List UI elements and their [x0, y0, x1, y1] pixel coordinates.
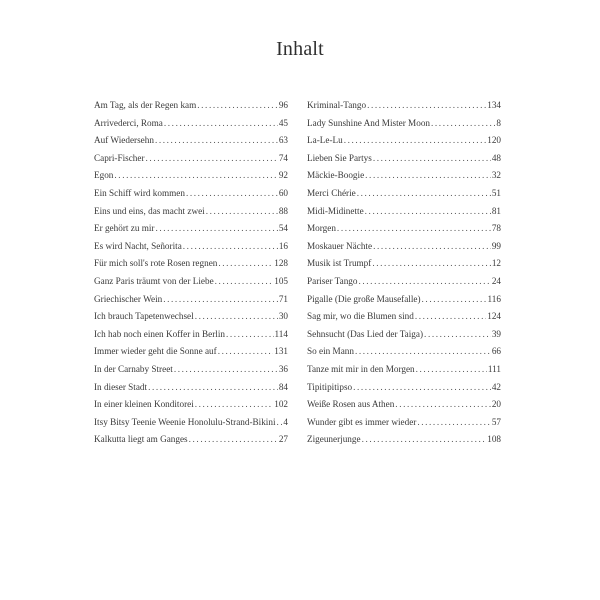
dot-leader [395, 396, 491, 414]
toc-entry [94, 132, 288, 150]
toc-entry-title: Immer wieder geht die Sonne auf [94, 346, 217, 357]
toc-entry-title: Kalkutta liegt am Ganges [94, 434, 188, 445]
toc-entry-title: Sag mir, wo die Blumen sind [307, 311, 414, 322]
toc-column-left [94, 97, 288, 449]
toc-entry-page: 12 [491, 258, 501, 269]
dot-leader [431, 115, 495, 133]
toc-entry-title: Lady Sunshine And Mister Moon [307, 117, 431, 128]
toc-entry-title: Lieben Sie Partys [307, 152, 372, 163]
toc-entry-page: 114 [274, 328, 288, 339]
dot-leader [337, 220, 491, 238]
toc-entry [94, 255, 288, 273]
toc-column-right [307, 97, 501, 449]
toc-entry [307, 326, 501, 344]
toc-entry-title: Ganz Paris träumt von der Liebe [94, 275, 214, 286]
toc-entry [94, 220, 288, 238]
dot-leader [424, 326, 491, 344]
toc-entry-title: Ich brauch Tapetenwechsel [94, 311, 194, 322]
dot-leader [365, 203, 491, 221]
dot-leader [206, 203, 278, 221]
toc-entry-page: 108 [487, 434, 501, 445]
toc-entry-title: Arrivederci, Roma [94, 117, 163, 128]
dot-leader [372, 255, 490, 273]
toc-entry-title: Für mich soll's rote Rosen regnen [94, 258, 218, 269]
dot-leader [186, 185, 278, 203]
toc-entry-page: 4 [283, 416, 288, 427]
toc-entry-page: 42 [491, 381, 501, 392]
toc-entry-page: 128 [274, 258, 288, 269]
toc-entry [307, 343, 501, 361]
toc-entry-page: 96 [278, 100, 288, 110]
toc-entry [94, 167, 288, 185]
toc-entry-page: 78 [491, 223, 501, 234]
toc-entry-title: Es wird Nacht, Señorita [94, 240, 182, 251]
toc-entry-page: 36 [278, 363, 288, 374]
toc-entry [307, 238, 501, 256]
toc-entry [307, 220, 501, 238]
dot-leader [218, 255, 273, 273]
dot-leader [373, 150, 491, 168]
toc-entry-title: Egon [94, 170, 114, 181]
toc-entry [94, 431, 288, 449]
dot-leader [357, 185, 491, 203]
toc-entry-page: 27 [278, 434, 288, 445]
toc-entry-title: Itsy Bitsy Teenie Weenie Honolulu-Strand-Bikini [94, 416, 276, 427]
toc-entry [307, 132, 501, 150]
dot-leader [362, 431, 487, 449]
dot-leader [148, 379, 278, 397]
toc-entry [307, 361, 501, 379]
dot-leader [195, 396, 273, 414]
toc-entry-title: Weiße Rosen aus Athen [307, 399, 395, 410]
toc-entry [307, 291, 501, 309]
toc-entry-page: 102 [274, 399, 288, 410]
toc-entry-page: 84 [278, 381, 288, 392]
toc-entry-page: 57 [491, 416, 501, 427]
toc-entry-page: 71 [278, 293, 288, 304]
toc-entry-title: Midi-Midinette [307, 205, 364, 216]
toc-entry-page: 81 [491, 205, 501, 216]
toc-entry [307, 431, 501, 449]
toc-entry-title: Ein Schiff wird kommen [94, 187, 185, 198]
toc-entry-title: Mäckie-Boogie [307, 170, 365, 181]
toc-entry-page: 92 [278, 170, 288, 181]
toc-entry-title: So ein Mann [307, 346, 354, 357]
toc-entry [307, 185, 501, 203]
toc-entry [94, 414, 288, 432]
dot-leader [355, 343, 491, 361]
dot-leader [189, 431, 278, 449]
toc-entry-title: Kriminal-Tango [307, 100, 367, 110]
toc-entry-page: 16 [278, 240, 288, 251]
toc-entry [307, 115, 501, 133]
toc-entry-page: 54 [278, 223, 288, 234]
dot-leader [277, 414, 283, 432]
toc-entry [94, 291, 288, 309]
toc-entry-title: Zigeunerjunge [307, 434, 361, 445]
toc-entry-title: Ich hab noch einen Koffer in Berlin [94, 328, 225, 339]
toc-entry-title: In der Carnaby Street [94, 363, 173, 374]
dot-leader [174, 361, 278, 379]
toc-entry-title: Griechischer Wein [94, 293, 163, 304]
dot-leader [155, 220, 277, 238]
toc-entry-page: 60 [278, 187, 288, 198]
toc-entry-page: 105 [274, 275, 288, 286]
toc-entry [94, 396, 288, 414]
toc-entry-page: 8 [496, 117, 501, 128]
dot-leader [155, 132, 278, 150]
toc-entry [307, 255, 501, 273]
toc-entry-page: 74 [278, 152, 288, 163]
toc-entry-title: Pariser Tango [307, 275, 358, 286]
toc-entry-page: 32 [491, 170, 501, 181]
toc-entry-page: 120 [487, 135, 501, 146]
toc-entry [94, 238, 288, 256]
toc-entry [307, 396, 501, 414]
toc-entry-page: 99 [491, 240, 501, 251]
dot-leader [358, 273, 490, 291]
dot-leader [215, 273, 274, 291]
toc-entry-title: Wunder gibt es immer wieder [307, 416, 417, 427]
toc-entry [94, 185, 288, 203]
toc-entry [307, 203, 501, 221]
toc-entry [94, 115, 288, 133]
dot-leader [218, 343, 274, 361]
toc-entry-title: Moskauer Nächte [307, 240, 373, 251]
dot-leader [422, 291, 487, 309]
toc-entry-page: 88 [278, 205, 288, 216]
toc-entry-title: Eins und eins, das macht zwei [94, 205, 205, 216]
toc-entry [307, 273, 501, 291]
toc-entry-page: 116 [487, 293, 501, 304]
dot-leader [365, 167, 491, 185]
dot-leader [344, 132, 487, 150]
toc-entry [94, 203, 288, 221]
toc-entry [307, 150, 501, 168]
toc-entry [307, 379, 501, 397]
toc-entry-title: Am Tag, als der Regen kam [94, 100, 197, 110]
toc-entry-page: 51 [491, 187, 501, 198]
toc-entry-page: 63 [278, 135, 288, 146]
toc-entry-page: 111 [487, 363, 501, 374]
toc-entry-title: Sehnsucht (Das Lied der Taiga) [307, 328, 424, 339]
toc-entry [94, 326, 288, 344]
toc-entry-title: Er gehört zu mir [94, 223, 155, 234]
dot-leader [146, 150, 278, 168]
toc-entry-title: Musik ist Trumpf [307, 258, 372, 269]
toc-entry-title: Merci Chérie [307, 187, 356, 198]
dot-leader [197, 97, 278, 115]
toc-entry [94, 150, 288, 168]
dot-leader [195, 308, 278, 326]
toc-entry [94, 97, 288, 115]
toc-entry [94, 343, 288, 361]
toc-entry-page: 24 [491, 275, 501, 286]
dot-leader [226, 326, 274, 344]
dot-leader [114, 167, 277, 185]
toc-entry-page: 66 [491, 346, 501, 357]
dot-leader [353, 379, 491, 397]
toc-entry [307, 97, 501, 115]
toc-entry [94, 361, 288, 379]
toc-entry [94, 273, 288, 291]
dot-leader [417, 414, 490, 432]
toc-entry-page: 134 [487, 100, 501, 110]
toc-entry-page: 124 [487, 311, 501, 322]
dot-leader [415, 308, 486, 326]
toc-entry-title: Auf Wiedersehn [94, 135, 154, 146]
toc-entry [94, 379, 288, 397]
toc-entry [307, 414, 501, 432]
dot-leader [367, 97, 486, 115]
toc-entry-page: 48 [491, 152, 501, 163]
toc-entry-page: 39 [491, 328, 501, 339]
toc-entry-title: In dieser Stadt [94, 381, 148, 392]
toc-entry-page: 131 [274, 346, 288, 357]
toc-entry-title: La-Le-Lu [307, 135, 343, 146]
dot-leader [373, 238, 491, 256]
toc-entry-page: 20 [491, 399, 501, 410]
toc-entry-title: Tanze mit mir in den Morgen [307, 363, 415, 374]
dot-leader [163, 291, 278, 309]
toc-entry-title: Pigalle (Die große Mausefalle) [307, 293, 421, 304]
toc-entry [94, 308, 288, 326]
dot-leader [183, 238, 278, 256]
dot-leader [164, 115, 278, 133]
toc-entry [307, 167, 501, 185]
toc-entry-title: In einer kleinen Konditorei [94, 399, 194, 410]
toc-entry-title: Capri-Fischer [94, 152, 145, 163]
toc-entry-title: Tipitipitipso [307, 381, 353, 392]
toc-entry-page: 45 [278, 117, 288, 128]
page-title: Inhalt [276, 38, 324, 60]
toc-entry-title: Morgen [307, 223, 336, 234]
toc-entry-page: 30 [278, 311, 288, 322]
toc-entry [307, 308, 501, 326]
dot-leader [416, 361, 487, 379]
